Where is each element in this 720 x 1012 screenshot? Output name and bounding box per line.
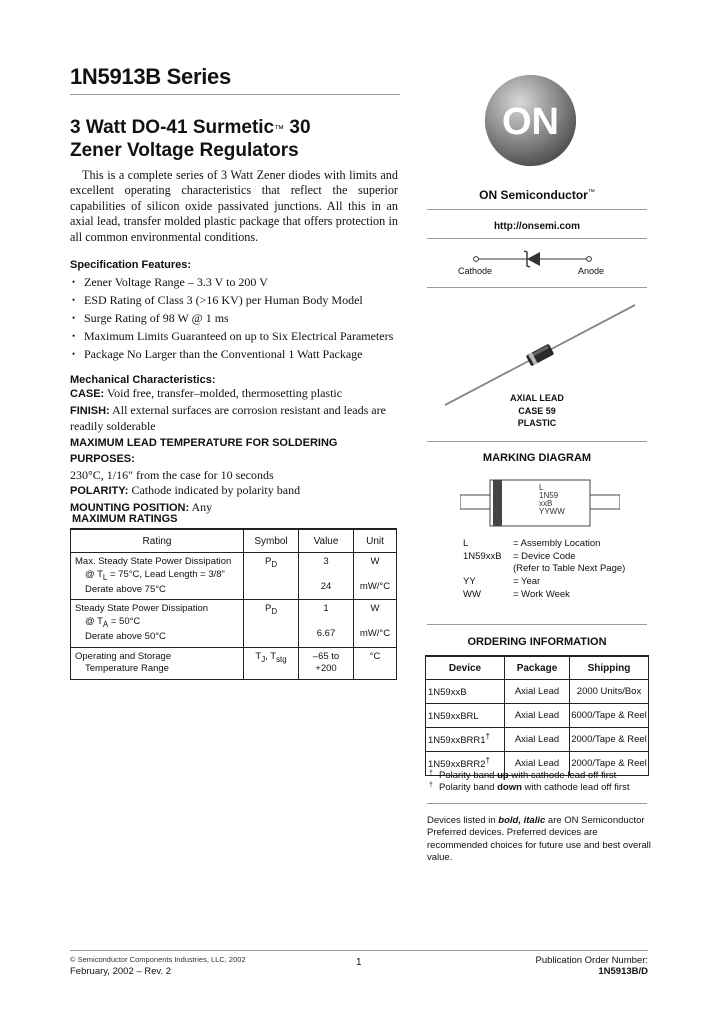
rating-cell bbox=[71, 600, 244, 647]
unit-cell bbox=[354, 647, 397, 679]
value-line: 3 bbox=[323, 556, 329, 567]
on-semiconductor-logo bbox=[483, 73, 578, 168]
list-item: • ESD Rating of Class 3 (>16 KV) per Human Body Model bbox=[70, 291, 410, 309]
footnote-mark: † bbox=[429, 770, 433, 777]
rating-sub: L bbox=[102, 572, 108, 582]
footer-divider bbox=[70, 950, 648, 951]
footnote bbox=[427, 770, 657, 782]
company-tm: ™ bbox=[587, 189, 595, 196]
mech-case bbox=[70, 386, 400, 403]
footnote-mark: † bbox=[429, 782, 433, 789]
publication-order-number: 1N5913B/D bbox=[598, 966, 648, 977]
value-cell bbox=[299, 553, 354, 600]
copyright: © Semiconductor Components Industries, LLC, 2002 bbox=[70, 955, 246, 964]
list-item: • Package No Larger than the Conventional 1 Watt Package bbox=[70, 345, 410, 363]
marking-legend bbox=[463, 538, 663, 602]
marking-diagram-heading: MARKING DIAGRAM bbox=[482, 452, 592, 464]
package-line: CASE 59 bbox=[518, 405, 556, 416]
col-unit: Unit bbox=[354, 529, 397, 553]
marking-line: L bbox=[539, 483, 544, 492]
table-row bbox=[71, 553, 397, 600]
legend-key: 1N59xxB bbox=[463, 550, 502, 562]
title-divider bbox=[70, 94, 400, 95]
symbol-cell bbox=[244, 553, 299, 600]
dagger-mark: † bbox=[485, 732, 491, 742]
footnote-emph: up bbox=[497, 770, 509, 781]
device-cell bbox=[426, 704, 505, 728]
rating-text: = 75°C, Lead Length = 3/8" bbox=[107, 568, 225, 580]
rating-line: Derate above 75°C bbox=[85, 583, 166, 595]
package-line: AXIAL LEAD bbox=[510, 393, 564, 403]
mech-temp-text: 230°C, 1/16" from the case for 10 seconds bbox=[70, 467, 274, 482]
unit-line: mW/°C bbox=[359, 580, 391, 592]
value-line: 1 bbox=[323, 603, 329, 615]
pref-text: are ON Semiconductor Preferred devices. Preferred devices are recommended choices for future use and best overall value. bbox=[427, 815, 651, 863]
value-line: +200 bbox=[315, 663, 337, 675]
mech-case-text: Void free, transfer–molded, thermosetting plastic bbox=[104, 386, 343, 400]
unit-cell bbox=[354, 553, 397, 600]
rating-line: Max. Steady State Power Dissipation bbox=[75, 556, 232, 567]
symbol-text: P bbox=[264, 556, 272, 567]
ordering-footnotes bbox=[427, 770, 657, 794]
rating-text: @ T bbox=[85, 615, 103, 627]
legend-desc: = Assembly Location bbox=[513, 538, 601, 549]
footnote-text: Polarity band bbox=[439, 782, 498, 793]
shipping-cell: 6000/Tape & Reel bbox=[570, 704, 649, 728]
spec-features-list bbox=[70, 273, 410, 363]
mech-case-label: CASE: bbox=[70, 388, 105, 400]
rating-text: = 50°C bbox=[108, 615, 141, 627]
product-title-line1: 3 Watt DO-41 Surmetic bbox=[70, 117, 275, 138]
legend-key: WW bbox=[463, 588, 481, 600]
legend-row bbox=[463, 551, 663, 564]
footnote-emph: down bbox=[497, 782, 522, 793]
divider bbox=[427, 803, 647, 804]
rating-cell bbox=[71, 553, 244, 600]
device-cell bbox=[426, 728, 505, 752]
package-cell: Axial Lead bbox=[505, 704, 570, 728]
shipping-cell: 2000/Tape & Reel bbox=[570, 752, 649, 776]
table-row bbox=[426, 680, 649, 704]
footnote bbox=[427, 782, 657, 794]
rating-line: Operating and Storage bbox=[75, 650, 172, 662]
unit-line: W bbox=[370, 603, 380, 615]
legend-row bbox=[463, 563, 663, 576]
mech-temp-label: MAXIMUM LEAD TEMPERATURE FOR SOLDERING PURPOSES: bbox=[70, 436, 338, 465]
pref-text: Devices listed in bbox=[427, 815, 499, 826]
page-number: 1 bbox=[356, 957, 362, 968]
dagger-mark: † bbox=[485, 756, 491, 766]
value-cell bbox=[299, 647, 354, 679]
product-title-line2: Zener Voltage Regulators bbox=[70, 140, 299, 161]
divider bbox=[427, 238, 647, 239]
col-symbol: Symbol bbox=[244, 529, 299, 553]
mech-mounting-text: Any bbox=[189, 499, 213, 514]
legend-desc: = Year bbox=[513, 576, 541, 588]
col-package: Package bbox=[505, 656, 570, 680]
divider bbox=[427, 441, 647, 442]
table-row bbox=[71, 600, 397, 647]
marking-line: 1N59 bbox=[539, 491, 559, 500]
mech-finish bbox=[70, 403, 400, 435]
package-cell: Axial Lead bbox=[505, 728, 570, 752]
shipping-cell: 2000 Units/Box bbox=[570, 680, 649, 704]
rating-line: Temperature Range bbox=[85, 663, 169, 675]
table-row bbox=[71, 647, 397, 679]
rating-sub: A bbox=[102, 619, 109, 629]
pref-emph: bold, italic bbox=[498, 815, 546, 826]
publication-order-label: Publication Order Number: bbox=[535, 955, 648, 966]
product-title-line1-end: 30 bbox=[284, 117, 311, 138]
ordering-info-heading: ORDERING INFORMATION bbox=[467, 636, 607, 648]
shipping-cell: 2000/Tape & Reel bbox=[570, 728, 649, 752]
website-link[interactable]: http://onsemi.com bbox=[493, 221, 581, 232]
list-item: • Surge Rating of 98 W @ 1 ms bbox=[70, 309, 410, 327]
value-line: 6.67 bbox=[316, 627, 336, 639]
legend-desc: (Refer to Table Next Page) bbox=[513, 563, 626, 575]
marking-line: YYWW bbox=[539, 507, 565, 516]
mech-polarity bbox=[70, 483, 400, 500]
mech-polarity-label: POLARITY: bbox=[70, 485, 129, 497]
logo-text: ON bbox=[502, 100, 559, 143]
symbol-sub: D bbox=[271, 559, 278, 569]
rating-line bbox=[75, 569, 239, 584]
mech-finish-label: FINISH: bbox=[70, 404, 110, 417]
package-line: PLASTIC bbox=[517, 418, 557, 428]
mech-temp bbox=[70, 435, 400, 468]
symbol-sub: J bbox=[261, 654, 266, 664]
device-text: 1N59xxBRR2 bbox=[428, 759, 486, 771]
series-title: 1N5913B Series bbox=[70, 64, 231, 89]
package-label bbox=[427, 392, 647, 430]
mechanical-heading: Mechanical Characteristics: bbox=[70, 374, 216, 386]
footnote-text: with cathode lead off first bbox=[521, 782, 630, 793]
device-text: 1N59xxBRL bbox=[428, 711, 479, 723]
cathode-label: Cathode bbox=[458, 266, 493, 276]
company-text: ON Semiconductor bbox=[479, 188, 588, 202]
rating-text: @ T bbox=[85, 568, 103, 580]
ordering-table bbox=[425, 655, 649, 776]
mech-finish-text: All external surfaces are corrosion resistant and leads are readily solderable bbox=[70, 402, 386, 433]
symbol-text: T bbox=[255, 650, 262, 662]
divider bbox=[427, 287, 647, 288]
marking-text bbox=[539, 484, 565, 516]
unit-line: mW/°C bbox=[359, 627, 391, 639]
date-revision: February, 2002 – Rev. 2 bbox=[70, 966, 172, 977]
col-device: Device bbox=[426, 656, 505, 680]
mech-polarity-text: Cathode indicated by polarity band bbox=[128, 483, 301, 497]
legend-desc: = Work Week bbox=[513, 588, 570, 600]
value-cell bbox=[299, 600, 354, 647]
value-line: –65 to bbox=[312, 650, 340, 662]
rating-line bbox=[75, 616, 239, 631]
col-shipping: Shipping bbox=[570, 656, 649, 680]
legend-key: YY bbox=[463, 576, 476, 588]
company-name bbox=[427, 188, 647, 202]
legend-key: L bbox=[463, 538, 469, 549]
unit-cell bbox=[354, 600, 397, 647]
unit-line: °C bbox=[369, 650, 381, 662]
legend-row bbox=[463, 589, 663, 602]
rating-line: Steady State Power Dissipation bbox=[75, 603, 209, 615]
package-cell: Axial Lead bbox=[505, 680, 570, 704]
list-item: • Zener Voltage Range – 3.3 V to 200 V bbox=[70, 273, 410, 291]
intro-paragraph: This is a complete series of 3 Watt Zener diodes with limits and excellent operating characteristics that reflect the superior capabilities of silicon oxide passivated junctions. All this in an axial lead, transfer molded plastic package that offers protection in all common environmental conditions. bbox=[70, 168, 398, 244]
footnote-text: Polarity band bbox=[439, 770, 498, 781]
symbol-cell bbox=[244, 600, 299, 647]
symbol-text: P bbox=[264, 603, 272, 615]
rating-line: Derate above 50°C bbox=[85, 631, 166, 643]
mech-mounting-label: MOUNTING POSITION: bbox=[70, 501, 190, 514]
unit-line: W bbox=[370, 556, 380, 567]
trademark-mark: ™ bbox=[274, 124, 285, 135]
product-title bbox=[70, 116, 400, 162]
divider bbox=[427, 624, 647, 625]
device-text: 1N59xxBRR1 bbox=[428, 735, 486, 747]
preferred-devices-note bbox=[427, 815, 657, 864]
legend-row bbox=[463, 538, 663, 551]
table-row bbox=[426, 728, 649, 752]
table-row bbox=[426, 704, 649, 728]
legend-desc: = Device Code bbox=[513, 550, 576, 562]
value-line: 24 bbox=[320, 580, 332, 592]
symbol-cell bbox=[244, 647, 299, 679]
anode-label: Anode bbox=[578, 266, 605, 276]
footnote-text: with cathode lead off first bbox=[508, 770, 617, 781]
symbol-sub: D bbox=[271, 607, 278, 617]
max-ratings-table bbox=[70, 528, 397, 680]
max-ratings-heading: MAXIMUM RATINGS bbox=[72, 513, 178, 525]
rating-cell bbox=[71, 647, 244, 679]
device-text: 1N59xxB bbox=[428, 687, 467, 699]
col-rating: Rating bbox=[71, 529, 244, 553]
mechanical-characteristics bbox=[70, 386, 400, 516]
package-cell: Axial Lead bbox=[505, 752, 570, 776]
divider bbox=[427, 209, 647, 210]
legend-row bbox=[463, 576, 663, 589]
list-item: • Maximum Limits Guaranteed on up to Six Electrical Parameters bbox=[70, 327, 410, 345]
device-cell bbox=[426, 680, 505, 704]
spec-features-heading: Specification Features: bbox=[70, 259, 192, 271]
col-value: Value bbox=[299, 529, 354, 553]
symbol-sub: stg bbox=[276, 654, 287, 664]
symbol-text: , T bbox=[265, 650, 277, 662]
marking-line: xxB bbox=[539, 499, 553, 508]
